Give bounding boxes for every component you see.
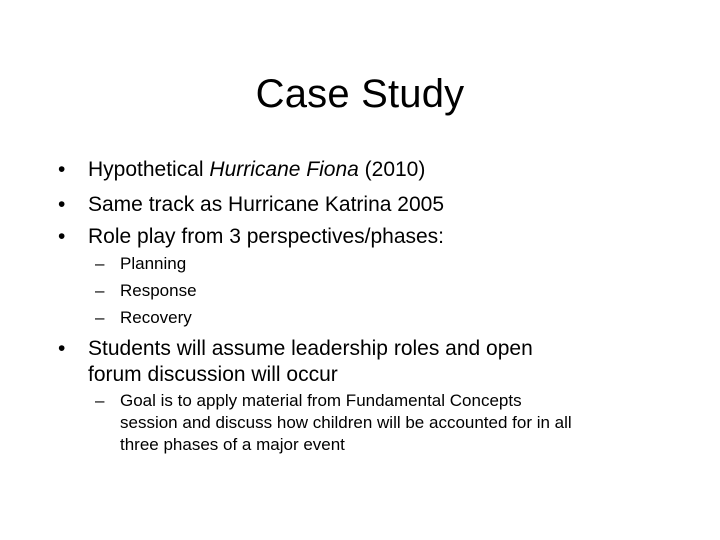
sub-bullet-text-line-1: Goal is to apply material from Fundamental Concepts [120, 391, 522, 410]
sub-bullet-text: Recovery [120, 308, 192, 327]
dash-icon: – [95, 254, 105, 273]
bullet-text-italic: Hurricane Fiona [209, 158, 359, 181]
bullet-icon: • [58, 158, 66, 181]
bullet-text: Role play from 3 perspectives/phases: [88, 225, 445, 248]
dash-icon: – [95, 391, 105, 410]
sub-bullet-text-line-3: three phases of a major event [120, 435, 345, 454]
sub-bullet-text: Planning [120, 254, 187, 273]
bullet-text [88, 157, 425, 182]
bullet-text: Same track as Hurricane Katrina 2005 [88, 193, 445, 216]
bullet-text-prefix: Hypothetical [88, 158, 210, 181]
dash-icon: – [95, 308, 105, 327]
slide-title: Case Study [255, 72, 465, 116]
sub-bullet-text-line-2: session and discuss how children will be accounted for in all [120, 413, 572, 432]
bullet-text-suffix: (2010) [358, 158, 426, 181]
bullet-icon: • [58, 337, 66, 360]
bullet-icon: • [58, 225, 66, 248]
bullet-icon: • [58, 193, 66, 216]
bullet-text-line-1: Students will assume leadership roles and open [88, 337, 533, 360]
sub-bullet-text: Response [120, 281, 197, 300]
dash-icon: – [95, 281, 105, 300]
bullet-text-line-2: forum discussion will occur [88, 363, 338, 386]
